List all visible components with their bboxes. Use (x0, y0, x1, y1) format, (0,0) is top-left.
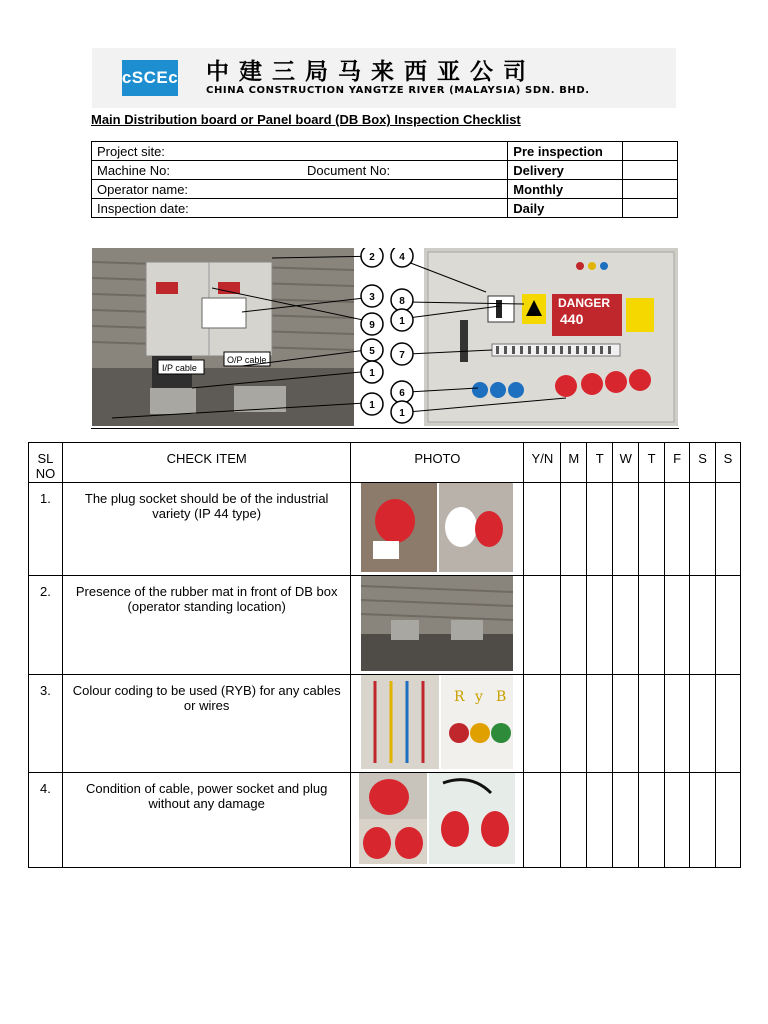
day-check-cell[interactable] (690, 773, 716, 868)
yn-cell[interactable] (524, 773, 561, 868)
machine-no-label: Machine No: (97, 162, 170, 178)
left-danger-sign (218, 282, 240, 294)
colour-coding-photo (351, 675, 523, 769)
company-header (92, 48, 676, 108)
day-check-cell[interactable] (561, 773, 587, 868)
frequency-check-box[interactable] (623, 142, 678, 161)
callout-number: 1 (399, 408, 405, 419)
plinth (451, 620, 483, 640)
day-header-sun: S (716, 443, 741, 483)
day-check-cell[interactable] (561, 675, 587, 773)
yn-cell[interactable] (524, 576, 561, 675)
callout-number: 9 (369, 320, 375, 331)
frequency-label: Monthly (508, 180, 623, 199)
day-check-cell[interactable] (561, 483, 587, 576)
day-check-cell[interactable] (587, 483, 613, 576)
row-photo (351, 483, 524, 576)
row-sl-no: 1. (29, 483, 63, 576)
day-check-cell[interactable] (639, 773, 665, 868)
door-handle (460, 320, 468, 362)
row-photo (351, 576, 524, 675)
danger-sign-text: DANGER (558, 296, 611, 310)
row-photo (351, 675, 524, 773)
ryb-letter-r: R (454, 689, 465, 705)
day-check-cell[interactable] (613, 675, 639, 773)
document-title: Main Distribution board or Panel board (DB Box) Inspection Checklist (91, 112, 521, 127)
frequency-check-box[interactable] (623, 199, 678, 218)
checklist-row (29, 675, 741, 773)
day-check-cell[interactable] (613, 483, 639, 576)
row-check-item: Colour coding to be used (RYB) for any cables or wires (62, 675, 350, 773)
info-row (92, 180, 678, 199)
red-socket (481, 811, 509, 847)
callout-number: 2 (369, 252, 375, 263)
day-check-cell[interactable] (639, 675, 665, 773)
socket-label (373, 541, 399, 559)
frequency-label: Daily (508, 199, 623, 218)
day-header-tue: T (587, 443, 613, 483)
yn-cell[interactable] (524, 675, 561, 773)
green-indicator (491, 723, 511, 743)
day-check-cell[interactable] (587, 576, 613, 675)
sl-no-header: SL NO (29, 443, 63, 483)
checklist-row (29, 483, 741, 576)
info-row (92, 161, 678, 180)
callout-number: 1 (369, 368, 375, 379)
row-sl-no: 3. (29, 675, 63, 773)
danger-volts-text: 440 (560, 311, 584, 327)
row-check-item: Presence of the rubber mat in front of DB box (operator standing location) (62, 576, 350, 675)
yellow-indicator (470, 723, 490, 743)
day-header-wed: W (613, 443, 639, 483)
cable-plug-photo (351, 773, 523, 864)
day-check-cell[interactable] (639, 576, 665, 675)
blue-sockets (472, 382, 524, 398)
red-plug (441, 811, 469, 847)
check-item-header: CHECK ITEM (62, 443, 350, 483)
company-name-english: CHINA CONSTRUCTION YANGTZE RIVER (MALAYSIA) SDN. BHD. (206, 85, 590, 96)
project-site-label: Project site: (97, 143, 165, 159)
ip-cable-label: I/P cable (162, 363, 197, 373)
frequency-label: Delivery (508, 161, 623, 180)
frequency-check-box[interactable] (623, 180, 678, 199)
left-danger-sign (156, 282, 178, 294)
callout-number: 1 (399, 316, 405, 327)
document-no-label: Document No: (307, 162, 391, 178)
callout-number: 8 (399, 296, 405, 307)
company-name-chinese: 中建三局马来西亚公司 (206, 59, 536, 85)
section-divider (91, 428, 679, 429)
red-socket-cover (375, 499, 415, 543)
callout-number: 7 (399, 350, 405, 361)
day-check-cell[interactable] (665, 483, 690, 576)
day-check-cell[interactable] (716, 773, 741, 868)
red-plug (395, 827, 423, 859)
indicator-lamp-blue (600, 262, 608, 270)
row-check-item: Condition of cable, power socket and plug without any damage (62, 773, 350, 868)
company-logo: cSCEc (122, 60, 178, 96)
frequency-label: Pre inspection (508, 142, 623, 161)
day-check-cell[interactable] (587, 773, 613, 868)
callout-number: 5 (369, 346, 375, 357)
day-header-sat: S (690, 443, 716, 483)
photo-header: PHOTO (351, 443, 524, 483)
day-check-cell[interactable] (690, 576, 716, 675)
inspection-notice (202, 298, 246, 328)
db-box-photo-strip (92, 248, 678, 426)
day-check-cell[interactable] (587, 675, 613, 773)
info-table (91, 141, 678, 218)
concrete-plinth (150, 388, 196, 414)
ryb-letter-b: B (496, 689, 507, 705)
red-plug (475, 511, 503, 547)
day-check-cell[interactable] (690, 483, 716, 576)
yn-header: Y/N (524, 443, 561, 483)
row-check-item: The plug socket should be of the industrial variety (IP 44 type) (62, 483, 350, 576)
white-plug (445, 507, 477, 547)
day-check-cell[interactable] (716, 576, 741, 675)
day-check-cell[interactable] (665, 675, 690, 773)
operator-name-field (92, 180, 508, 199)
ryb-letter-y: y (475, 689, 484, 705)
shock-warning-sign (626, 298, 654, 332)
isolator-handle (496, 300, 502, 318)
info-row (92, 142, 678, 161)
red-socket (369, 779, 409, 815)
indicator-lamp-red (576, 262, 584, 270)
red-plug (363, 827, 391, 859)
operator-name-label: Operator name: (97, 181, 189, 197)
day-header-mon: M (561, 443, 587, 483)
day-check-cell[interactable] (716, 483, 741, 576)
info-row (92, 199, 678, 218)
day-check-cell[interactable] (690, 675, 716, 773)
wiring-photo (361, 675, 439, 769)
day-check-cell[interactable] (613, 773, 639, 868)
indicator-lamp-yellow (588, 262, 596, 270)
industrial-socket-photo (351, 483, 523, 572)
frequency-check-box[interactable] (623, 161, 678, 180)
day-check-cell[interactable] (613, 576, 639, 675)
callout-number: 6 (399, 388, 405, 399)
day-check-cell[interactable] (561, 576, 587, 675)
op-cable-label: O/P cable (227, 355, 267, 365)
red-indicator (449, 723, 469, 743)
mcb-toggles (496, 346, 611, 354)
callout-number: 3 (369, 292, 375, 303)
checklist-row (29, 576, 741, 675)
project-site-field (92, 142, 508, 161)
db-box-annotated-photo (92, 248, 678, 426)
plinth (391, 620, 419, 640)
callout-number: 1 (369, 400, 375, 411)
day-check-cell[interactable] (665, 773, 690, 868)
day-check-cell[interactable] (665, 576, 690, 675)
checklist-header-row (29, 443, 741, 483)
row-photo (351, 773, 524, 868)
day-check-cell[interactable] (639, 483, 665, 576)
machine-document-field (92, 161, 508, 180)
inspection-checklist-table (28, 442, 741, 868)
inspection-date-field (92, 199, 508, 218)
company-name-block (206, 59, 590, 97)
checklist-row (29, 773, 741, 868)
row-sl-no: 4. (29, 773, 63, 868)
rubber-mat-photo (351, 576, 523, 671)
inspection-date-label: Inspection date: (97, 200, 189, 216)
day-check-cell[interactable] (716, 675, 741, 773)
day-header-thu: T (639, 443, 665, 483)
yn-cell[interactable] (524, 483, 561, 576)
callout-number: 4 (399, 252, 405, 263)
rubber-mat (361, 634, 513, 671)
row-sl-no: 2. (29, 576, 63, 675)
day-header-fri: F (665, 443, 690, 483)
